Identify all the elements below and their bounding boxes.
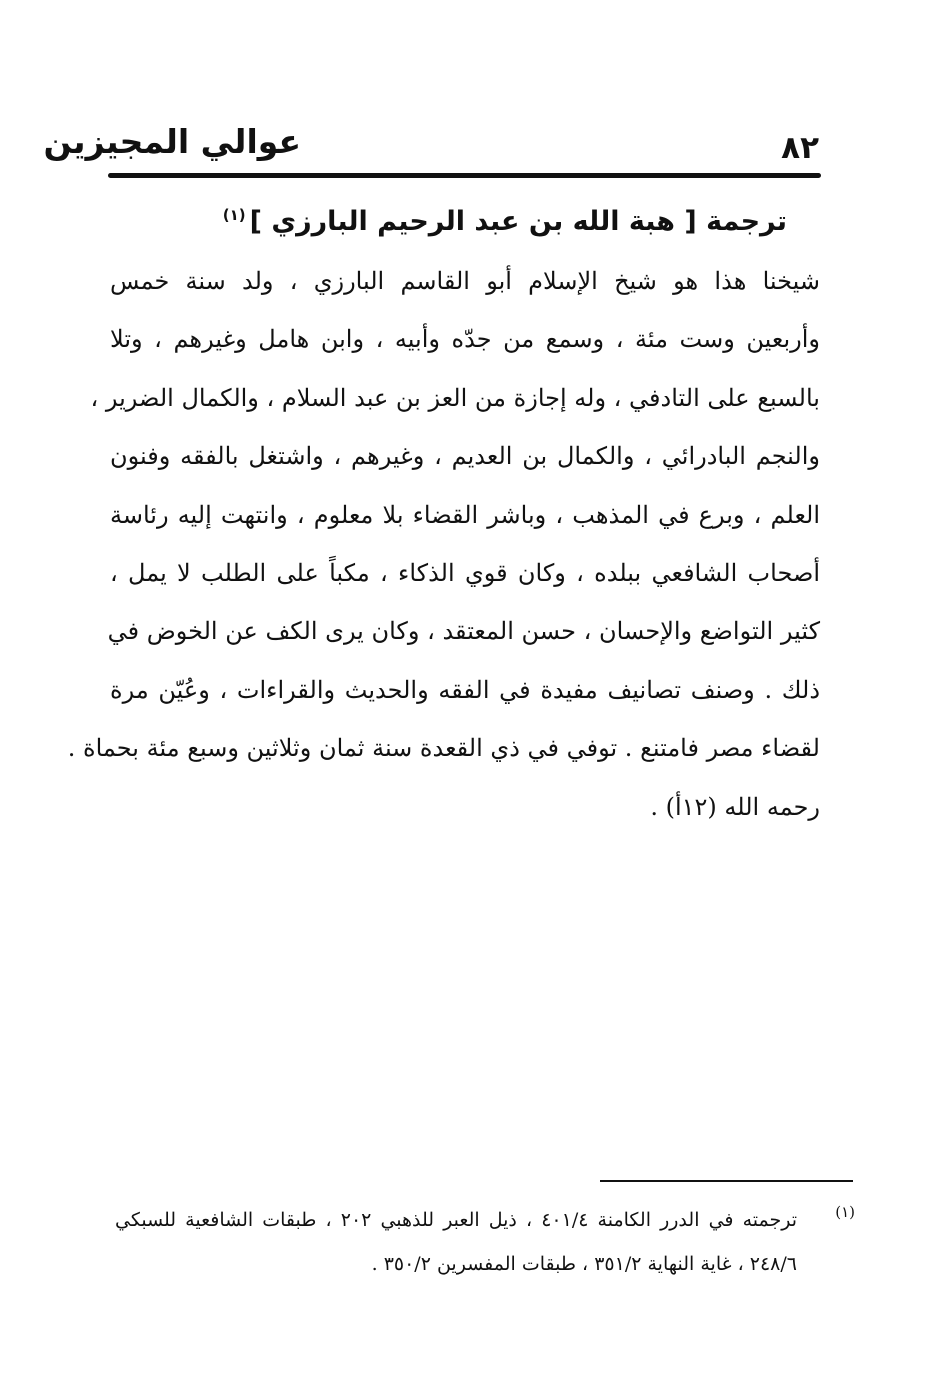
text-line: وأربعين وست مئة ، وسمع من جدّه وأبيه ، وابن هامل وغيرهم ، وتلا: [110, 325, 820, 354]
biography-title: ترجمة [ هبة الله بن عبد الرحيم البارزي ]: [249, 206, 787, 237]
text-line: لقضاء مصر فامتنع . توفي في ذي القعدة سنة ثمان وثلاثين وسبع مئة بحماة .: [67, 734, 820, 763]
footnote-line: ترجمته في الدرر الكامنة ٤٠١/٤ ، ذيل العبر للذهبي ٢٠٢ ، طبقات الشافعية للسبكي: [115, 1209, 797, 1231]
footnote-separator: [600, 1180, 853, 1182]
footnote-reference: (١): [222, 206, 246, 224]
text-line: والنجم البادرائي ، والكمال بن العديم ، وغيرهم ، واشتغل بالفقه وفنون: [110, 442, 820, 471]
text-line: العلم ، وبرع في المذهب ، وباشر القضاء بلا معلوم ، وانتهت إليه رئاسة: [110, 500, 820, 529]
text-line: أصحاب الشافعي ببلده ، وكان قوي الذكاء ، مكباً على الطلب لا يمل ،: [110, 558, 820, 587]
biography-body: [67, 252, 820, 836]
header-rule: [108, 173, 821, 178]
page-header: [43, 118, 821, 178]
page-number: ٨٢: [781, 130, 819, 166]
running-title: عوالي المجيزين: [43, 122, 301, 161]
biography-heading: [223, 193, 787, 244]
text-line: كثير التواضع والإحسان ، حسن المعتقد ، وكان يرى الكف عن الخوض في: [107, 617, 820, 646]
text-line: بالسبع على التادفي ، وله إجازة من العز بن عبد السلام ، والكمال الضرير ،: [90, 383, 820, 412]
footnote-line: ٢٤٨/٦ ، غاية النهاية ٣٥١/٢ ، طبقات المفسرين ٣٥٠/٢ .: [371, 1253, 797, 1275]
text-line: ذلك . وصنف تصانيف مفيدة في الفقه والحديث والقراءات ، وعُيّن مرة: [110, 675, 820, 704]
footnote-marker: (١): [835, 1203, 855, 1221]
text-line: رحمه الله (١٢أ) .: [650, 792, 820, 821]
text-line: شيخنا هذا هو شيخ الإسلام أبو القاسم البارزي ، ولد سنة خمس: [110, 267, 820, 295]
